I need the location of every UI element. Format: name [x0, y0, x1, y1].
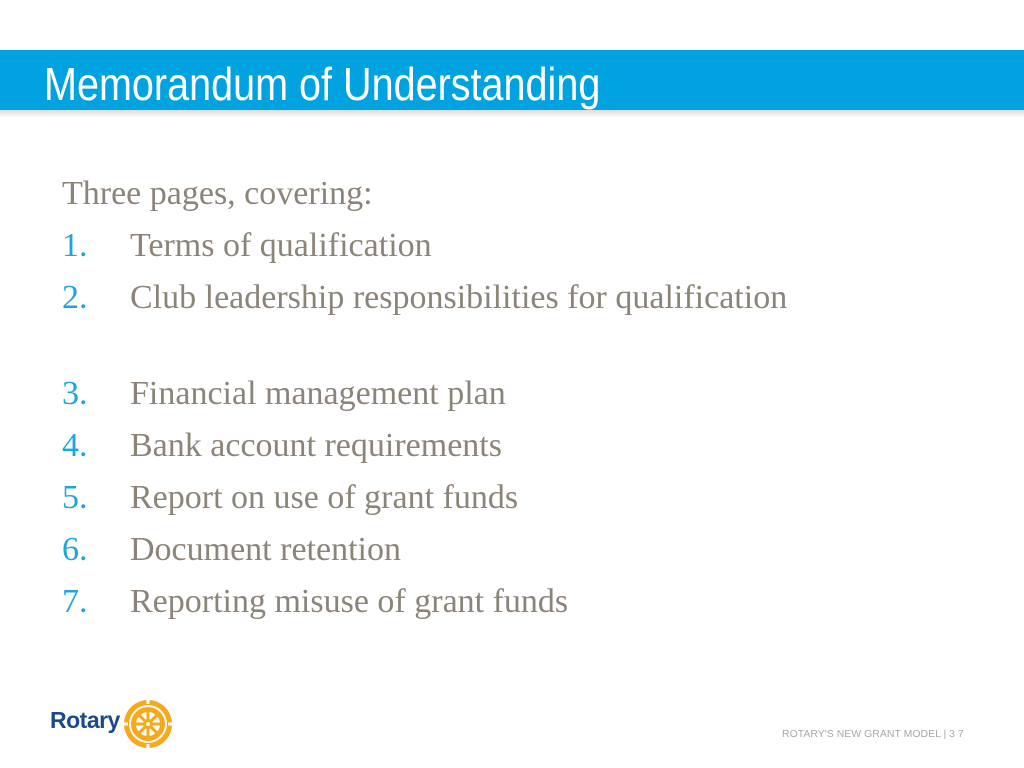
rotary-logo-text: Rotary [50, 707, 120, 733]
footer-text: ROTARY'S NEW GRANT MODEL | 3 7 [782, 728, 964, 740]
list-item-text: Club leadership responsibilities for qualification [130, 279, 788, 316]
list-item-text: Terms of qualification [130, 227, 432, 264]
intro-text: Three pages, covering: [62, 175, 373, 212]
list-item-text: Reporting misuse of grant funds [130, 583, 569, 620]
list-item-number: 2. [62, 279, 88, 316]
list-item-number: 7. [62, 583, 88, 620]
list-item-number: 3. [62, 375, 88, 412]
list-item-text: Bank account requirements [130, 427, 502, 464]
list-item-number: 5. [62, 479, 88, 516]
list-item-number: 6. [62, 531, 88, 568]
slide-title: Memorandum of Understanding [44, 58, 601, 110]
list-item-text: Financial management plan [130, 375, 506, 412]
list-item-number: 1. [62, 227, 88, 264]
rotary-wheel-icon [122, 698, 174, 750]
list-item-text: Document retention [130, 531, 401, 568]
list-item-number: 4. [62, 427, 88, 464]
list-item-text: Report on use of grant funds [130, 479, 519, 516]
